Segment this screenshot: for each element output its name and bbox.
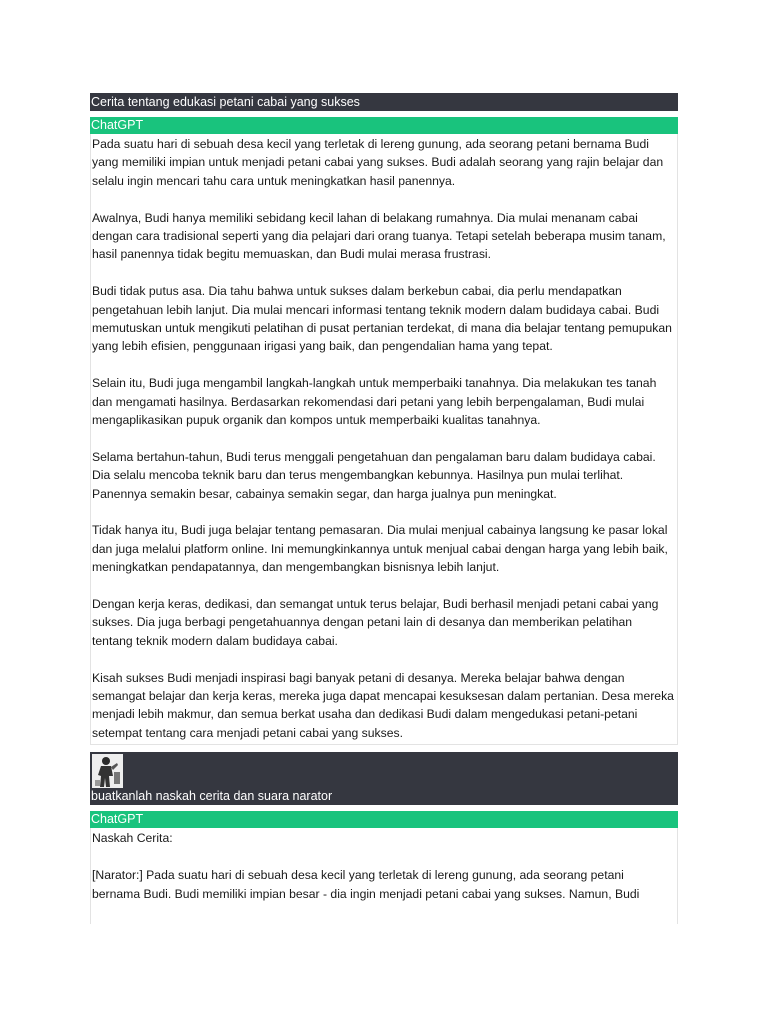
response-paragraph: Kisah sukses Budi menjadi inspirasi bagi banyak petani di desanya. Mereka belajar bahwa dengan semangat belajar dan kerja keras, mereka juga dapat mencapai kesuksesan dalam pertanian. Desa mereka menjadi lebih makmur, dan semua berkat usaha dan dedikasi Budi dalam mengedukasi petani-petani setempat tentang cara menjadi petani cabai yang sukses. [92,670,674,740]
user-prompt-bar [90,93,678,111]
spacer [90,745,678,752]
chat-document [90,93,678,924]
assistant-response [90,134,678,745]
response-paragraph: Awalnya, Budi hanya memiliki sebidang kecil lahan di belakang rumahnya. Dia mulai menanam cabai dengan cara tradisional seperti yang dia pelajari dari orang tuanya. Tetapi setelah beberapa musim tanam, hasil panennya tidak begitu memuaskan, dan Budi mulai merasa frustrasi. [92,210,666,262]
user-prompt-text: Cerita tentang edukasi petani cabai yang sukses [91,95,360,109]
assistant-label: ChatGPT [91,118,144,132]
response-paragraph: Budi tidak putus asa. Dia tahu bahwa untuk sukses dalam berkebun cabai, dia perlu mendapatkan pengetahuan lebih lanjut. Dia mulai mencari informasi tentang teknik modern dalam budidaya cabai. Budi memutuskan untuk mengikuti pelatihan di pusat pertanian terdekat, di mana dia belajar tentang pemupukan yang lebih efisien, penggunaan irigasi yang baik, dan pengendalian hama yang tepat. [92,284,672,354]
response-paragraph: [Narator:] Pada suatu hari di sebuah desa kecil yang terletak di lereng gunung, ada seorang petani bernama Budi. Budi memiliki impian besar - dia ingin menjadi petani cabai yang sukses. Namun, Budi [92,868,640,901]
response-paragraph: Dengan kerja keras, dedikasi, dan semangat untuk terus belajar, Budi berhasil menjadi petani cabai yang sukses. Dia juga berbagi pengetahuannya dengan petani lain di desanya dan memberikan pelatihan tentang teknik modern dalam budidaya cabai. [92,597,659,648]
avatar [92,754,123,788]
response-paragraph: Tidak hanya itu, Budi juga belajar tentang pemasaran. Dia mulai menjual cabainya langsung ke pasar lokal dan juga melalui platform online. Ini memungkinkannya untuk menjual cabai dengan harga yang lebih baik, meningkatkan pendapatannya, dan mengembangkan bisnisnya lebih lanjut. [92,523,668,575]
response-paragraph: Naskah Cerita: [92,831,173,846]
assistant-label-bar [90,811,678,828]
assistant-response [90,828,678,924]
user-photo-avatar-icon [92,754,123,788]
response-paragraph: Selain itu, Budi juga mengambil langkah-langkah untuk memperbaiki tanahnya. Dia melakukan tes tanah dan mengamati hasilnya. Berdasarkan rekomendasi dari petani yang lebih berpengalaman, Budi mulai mengaplikasikan pupuk organik dan kompos untuk memperbaiki kualitas tanahnya. [92,376,657,428]
response-paragraph: Pada suatu hari di sebuah desa kecil yang terletak di lereng gunung, ada seorang petani bernama Budi yang memiliki impian untuk menjadi petani cabai yang sukses. Budi adalah seorang yang rajin belajar dan selalu ingin mencari tahu cara untuk meningkatkan hasil panennya. [92,137,664,188]
response-paragraph: Selama bertahun-tahun, Budi terus menggali pengetahuan dan pengalaman baru dalam budidaya cabai. Dia selalu mencoba teknik baru dan terus mengembangkan kebunnya. Hasilnya pun mulai terlihat. Panennya semakin besar, cabainya semakin segar, dan harga jualnya pun meningkat. [92,449,656,501]
user-prompt-block [90,752,678,805]
assistant-label: ChatGPT [91,812,144,827]
assistant-label-bar [90,117,678,134]
user-prompt-text: buatkanlah naskah cerita dan suara narator [91,789,333,804]
